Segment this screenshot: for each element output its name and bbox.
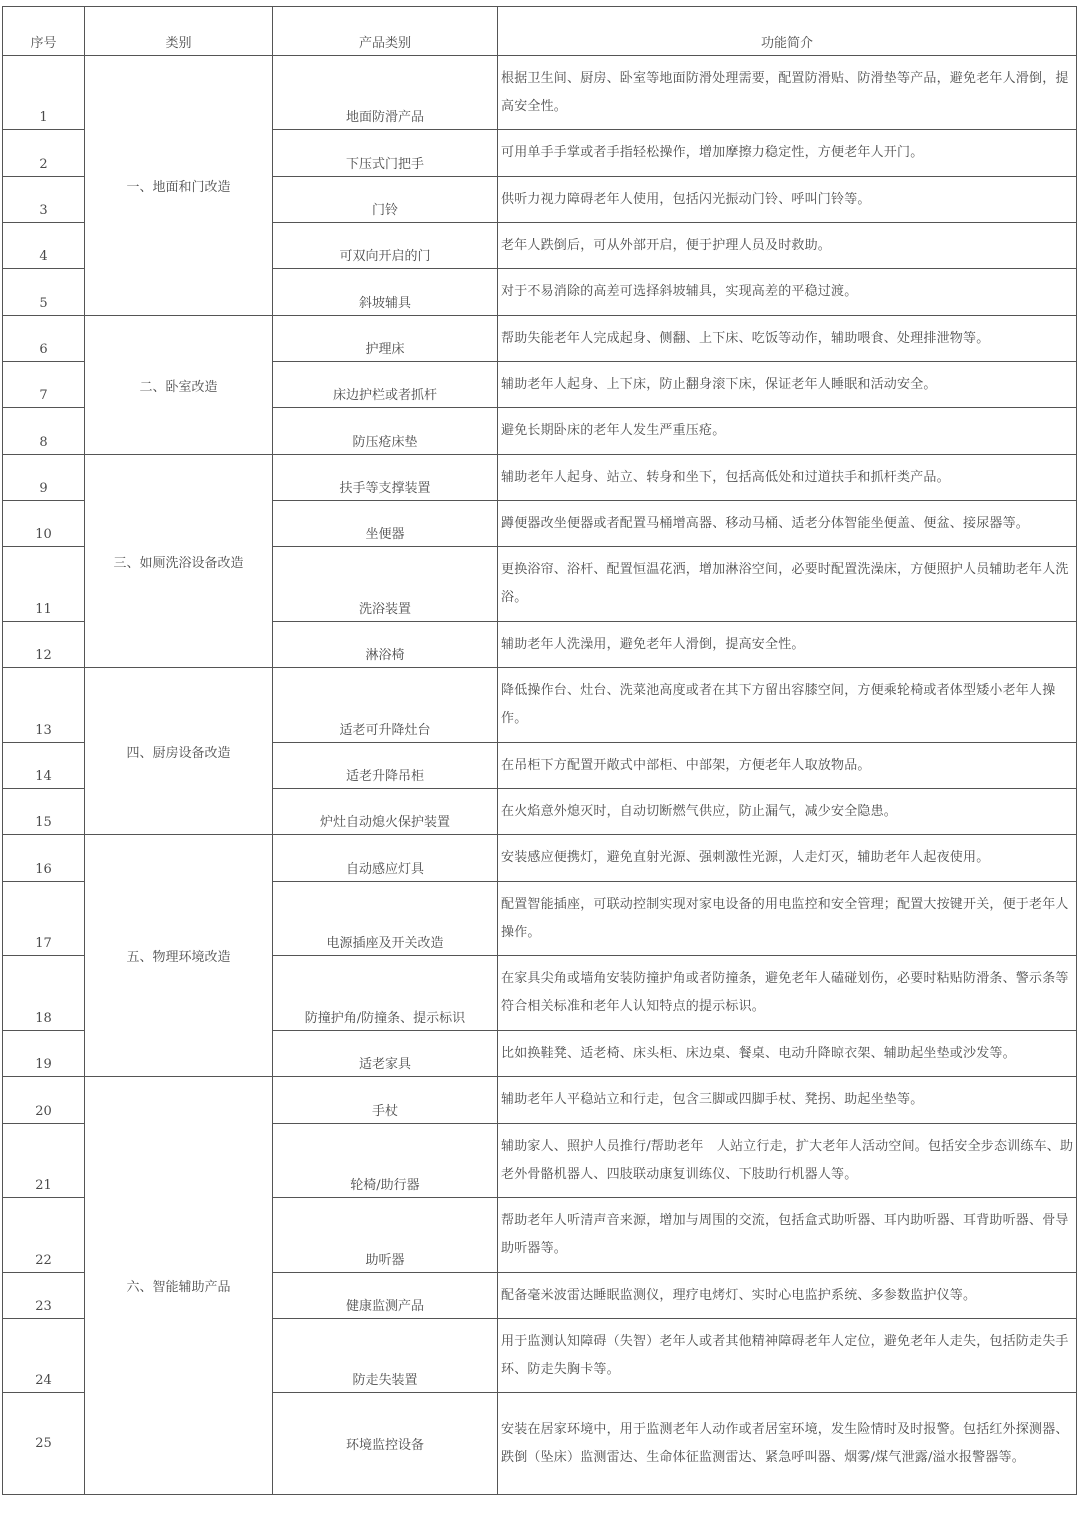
- category-cell: 六、智能辅助产品: [85, 1077, 273, 1495]
- document-page: [2, 6, 1077, 1495]
- row-number: 9: [3, 455, 85, 501]
- product-description: 在火焰意外熄灭时，自动切断燃气供应，防止漏气，减少安全隐患。: [498, 789, 1077, 835]
- product-name: 适老升降吊柜: [273, 743, 498, 789]
- category-cell: 一、地面和门改造: [85, 56, 273, 316]
- product-description: 辅助老年人起身、站立、转身和坐下，包括高低处和过道扶手和抓杆类产品。: [498, 455, 1077, 501]
- row-number: 10: [3, 501, 85, 547]
- product-name: 坐便器: [273, 501, 498, 547]
- product-description: 在吊柜下方配置开敞式中部柜、中部架，方便老年人取放物品。: [498, 743, 1077, 789]
- product-name: 洗浴装置: [273, 547, 498, 622]
- table-header-row: [3, 7, 1077, 56]
- product-description: 可用单手手掌或者手指轻松操作，增加摩擦力稳定性，方便老年人开门。: [498, 130, 1077, 177]
- row-number: 3: [3, 177, 85, 223]
- product-description: 避免长期卧床的老年人发生严重压疮。: [498, 408, 1077, 455]
- product-name: 环境监控设备: [273, 1393, 498, 1495]
- product-description: 安装感应便携灯，避免直射光源、强刺激性光源，人走灯灭，辅助老年人起夜使用。: [498, 835, 1077, 882]
- product-description: 用于监测认知障碍（失智）老年人或者其他精神障碍老年人定位，避免老年人走失，包括防走失手环、防走失胸卡等。: [498, 1319, 1077, 1393]
- product-name: 防压疮床垫: [273, 408, 498, 455]
- product-name: 适老可升降灶台: [273, 668, 498, 743]
- product-name: 炉灶自动熄火保护装置: [273, 789, 498, 835]
- product-description: 配置智能插座，可联动控制实现对家电设备的用电监控和安全管理；配置大按键开关，便于老年人操作。: [498, 882, 1077, 956]
- product-description: 辅助老年人平稳站立和行走，包含三脚或四脚手杖、凳拐、助起坐垫等。: [498, 1077, 1077, 1124]
- category-cell: 五、物理环境改造: [85, 835, 273, 1077]
- row-number: 5: [3, 269, 85, 316]
- product-name: 手杖: [273, 1077, 498, 1124]
- product-name: 健康监测产品: [273, 1273, 498, 1319]
- product-description: 供听力视力障碍老年人使用，包括闪光振动门铃、呼叫门铃等。: [498, 177, 1077, 223]
- table-row: [3, 455, 1077, 501]
- row-number: 11: [3, 547, 85, 622]
- row-number: 23: [3, 1273, 85, 1319]
- row-number: 17: [3, 882, 85, 956]
- table-row: [3, 316, 1077, 362]
- row-number: 15: [3, 789, 85, 835]
- row-number: 1: [3, 56, 85, 130]
- row-number: 8: [3, 408, 85, 455]
- product-description: 安装在居家环境中，用于监测老年人动作或者居室环境，发生险情时及时报警。包括红外探测器、跌倒（坠床）监测雷达、生命体征监测雷达、紧急呼叫器、烟雾/煤气泄露/溢水报警器等。: [498, 1393, 1077, 1495]
- product-description: 在家具尖角或墙角安装防撞护角或者防撞条，避免老年人磕碰划伤，必要时粘贴防滑条、警示条等符合相关标准和老年人认知特点的提示标识。: [498, 956, 1077, 1031]
- product-description: 辅助老年人洗澡用，避免老年人滑倒，提高安全性。: [498, 622, 1077, 668]
- product-description: 配备毫米波雷达睡眠监测仪，理疗电烤灯、实时心电监护系统、多参数监护仪等。: [498, 1273, 1077, 1319]
- header-no: 序号: [3, 7, 85, 56]
- product-name: 适老家具: [273, 1031, 498, 1077]
- product-description: 蹲便器改坐便器或者配置马桶增高器、移动马桶、适老分体智能坐便盖、便盆、接尿器等。: [498, 501, 1077, 547]
- product-description: 帮助老年人听清声音来源，增加与周围的交流，包括盒式助听器、耳内助听器、耳背助听器、骨导助听器等。: [498, 1198, 1077, 1273]
- product-name: 可双向开启的门: [273, 223, 498, 269]
- header-description: 功能简介: [498, 7, 1077, 56]
- product-name: 轮椅/助行器: [273, 1124, 498, 1198]
- row-number: 14: [3, 743, 85, 789]
- product-name: 地面防滑产品: [273, 56, 498, 130]
- table-row: [3, 56, 1077, 130]
- product-name: 扶手等支撑装置: [273, 455, 498, 501]
- product-name: 淋浴椅: [273, 622, 498, 668]
- product-name: 防撞护角/防撞条、提示标识: [273, 956, 498, 1031]
- product-description: 更换浴帘、浴杆、配置恒温花洒，增加淋浴空间，必要时配置洗澡床，方便照护人员辅助老年人洗浴。: [498, 547, 1077, 622]
- table-row: [3, 668, 1077, 743]
- table-row: [3, 1077, 1077, 1124]
- row-number: 7: [3, 362, 85, 408]
- product-name: 门铃: [273, 177, 498, 223]
- product-table: [2, 6, 1077, 1495]
- row-number: 21: [3, 1124, 85, 1198]
- product-description: 老年人跌倒后，可从外部开启，便于护理人员及时救助。: [498, 223, 1077, 269]
- product-description: 帮助失能老年人完成起身、侧翻、上下床、吃饭等动作，辅助喂食、处理排泄物等。: [498, 316, 1077, 362]
- row-number: 12: [3, 622, 85, 668]
- product-name: 护理床: [273, 316, 498, 362]
- product-description: 辅助家人、照护人员推行/帮助老年 人站立行走，扩大老年人活动空间。包括安全步态训练车、助老外骨骼机器人、四肢联动康复训练仪、下肢助行机器人等。: [498, 1124, 1077, 1198]
- row-number: 16: [3, 835, 85, 882]
- product-description: 降低操作台、灶台、洗菜池高度或者在其下方留出容膝空间，方便乘轮椅或者体型矮小老年人操作。: [498, 668, 1077, 743]
- product-name: 电源插座及开关改造: [273, 882, 498, 956]
- row-number: 13: [3, 668, 85, 743]
- product-description: 比如换鞋凳、适老椅、床头柜、床边桌、餐桌、电动升降晾衣架、辅助起坐垫或沙发等。: [498, 1031, 1077, 1077]
- row-number: 22: [3, 1198, 85, 1273]
- row-number: 20: [3, 1077, 85, 1124]
- product-name: 床边护栏或者抓杆: [273, 362, 498, 408]
- row-number: 6: [3, 316, 85, 362]
- product-description: 对于不易消除的高差可选择斜坡辅具，实现高差的平稳过渡。: [498, 269, 1077, 316]
- row-number: 19: [3, 1031, 85, 1077]
- header-product-type: 产品类别: [273, 7, 498, 56]
- product-description: 辅助老年人起身、上下床，防止翻身滚下床，保证老年人睡眠和活动安全。: [498, 362, 1077, 408]
- product-description: 根据卫生间、厨房、卧室等地面防滑处理需要，配置防滑贴、防滑垫等产品，避免老年人滑倒，提高安全性。: [498, 56, 1077, 130]
- header-category: 类别: [85, 7, 273, 56]
- product-name: 助听器: [273, 1198, 498, 1273]
- row-number: 24: [3, 1319, 85, 1393]
- product-name: 斜坡辅具: [273, 269, 498, 316]
- row-number: 4: [3, 223, 85, 269]
- product-name: 防走失装置: [273, 1319, 498, 1393]
- product-name: 自动感应灯具: [273, 835, 498, 882]
- category-cell: 四、厨房设备改造: [85, 668, 273, 835]
- row-number: 25: [3, 1393, 85, 1495]
- row-number: 2: [3, 130, 85, 177]
- table-row: [3, 835, 1077, 882]
- category-cell: 三、如厕洗浴设备改造: [85, 455, 273, 668]
- row-number: 18: [3, 956, 85, 1031]
- category-cell: 二、卧室改造: [85, 316, 273, 455]
- product-name: 下压式门把手: [273, 130, 498, 177]
